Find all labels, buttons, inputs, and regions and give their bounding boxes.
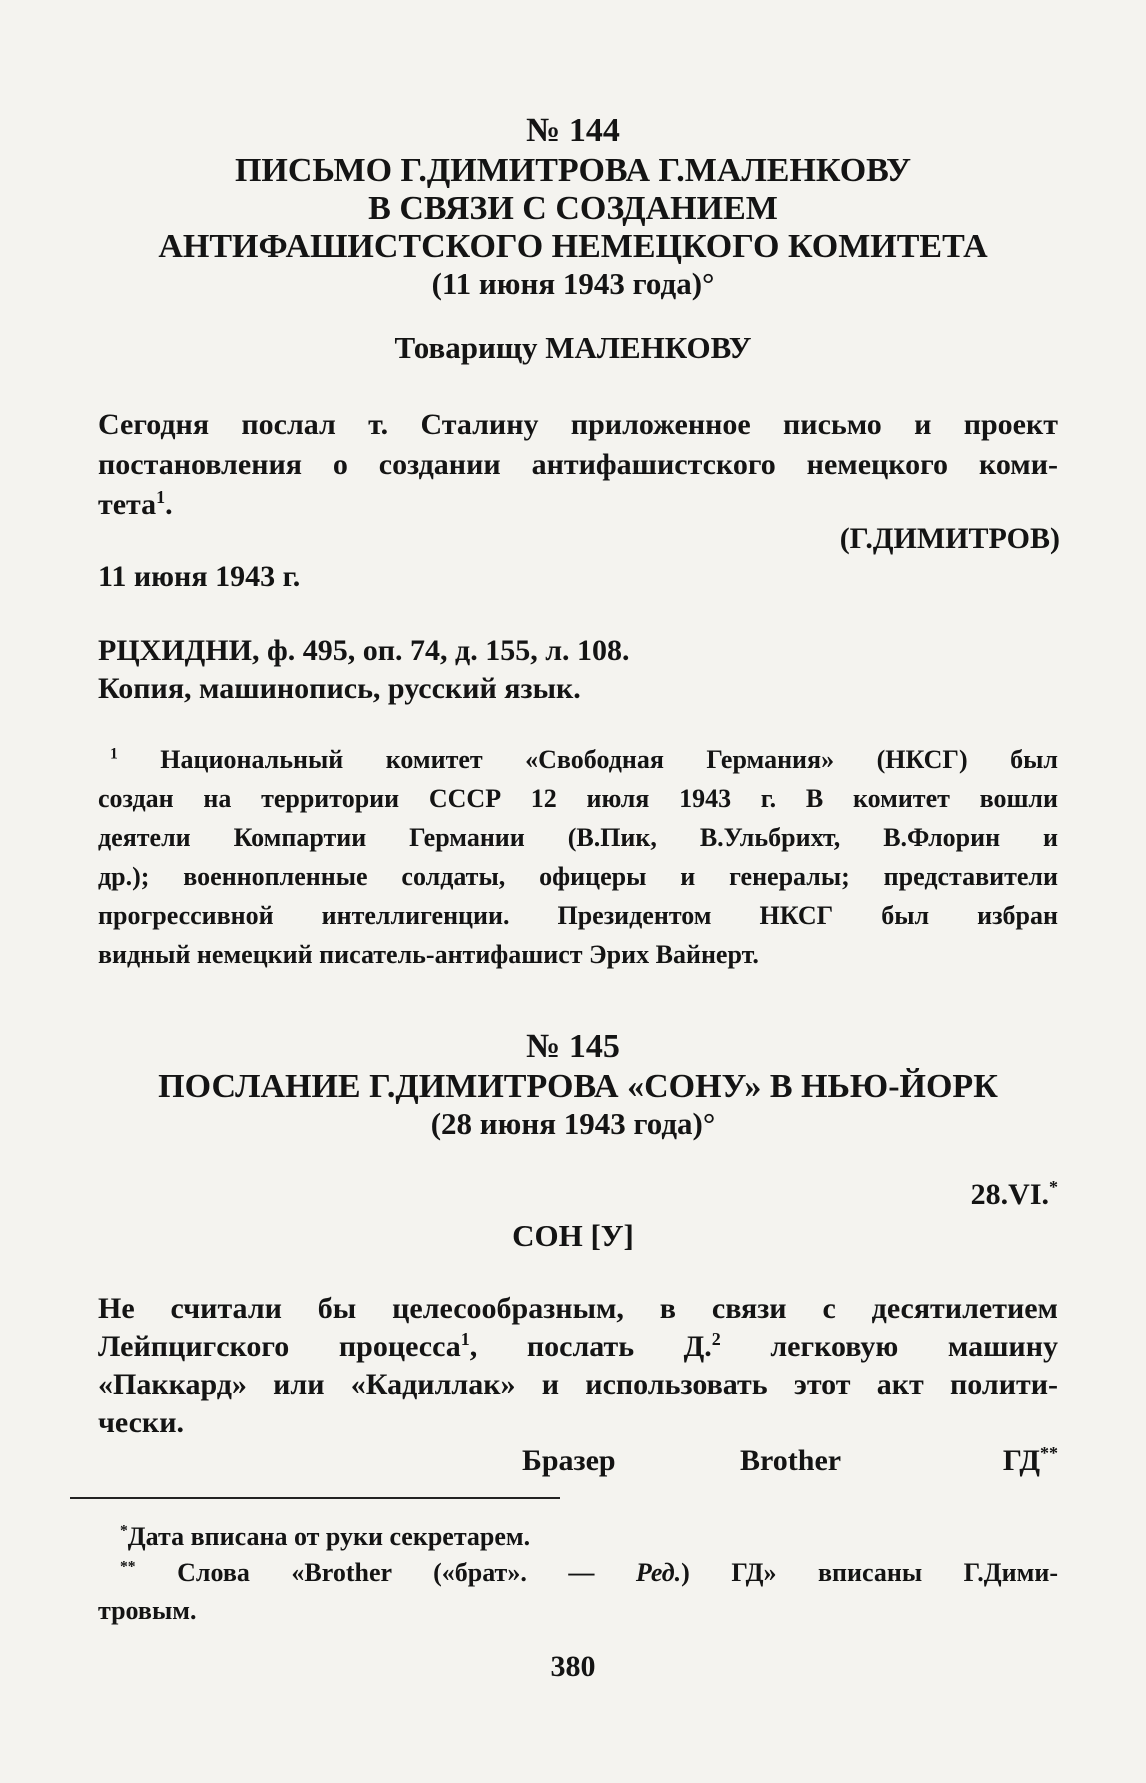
doc144-number: № 144	[526, 112, 620, 149]
doc144-body-line-1: Сегодня послал т. Сталину приложенное письмо и проект	[98, 408, 1058, 441]
footnote-divider	[70, 1497, 560, 1499]
doc144-title-line-3: АНТИФАШИСТСКОГО НЕМЕЦКОГО КОМИТЕТА	[158, 228, 988, 265]
doc144-addressee: Товарищу МАЛЕНКОВУ	[394, 330, 752, 365]
doc144-copy-note: Копия, машинопись, русский язык.	[98, 672, 581, 705]
doc145-sign-english: Brother	[740, 1444, 842, 1477]
doc144-date: 11 июня 1943 г.	[98, 560, 301, 593]
doc145-date-mark: 28.VI.*	[970, 1177, 1058, 1211]
doc144-footnote-line-4: др.); военнопленные солдаты, офицеры и генералы; представители	[98, 862, 1058, 891]
doc144-title-date: (11 июня 1943 года)°	[431, 266, 715, 301]
doc144-body-line-3: тета$^1$.	[98, 487, 173, 521]
doc144-title-line-1: ПИСЬМО Г.ДИМИТРОВА Г.МАЛЕНКОВУ	[234, 152, 912, 189]
doc144-footnote-line-3: деятели Компартии Германии (В.Пик, В.Ульбрихт, В.Флорин и	[98, 823, 1058, 852]
doc145-number: № 145	[526, 1028, 620, 1065]
doc144-footnote-line-1: $^1$ Национальный комитет «Свободная Германия» (НКСГ) был	[110, 745, 1058, 774]
doc144-footnote-line-6: видный немецкий писатель-антифашист Эрих Вайнерт.	[98, 940, 759, 969]
doc145-sign-initials: ГД**	[1002, 1443, 1058, 1477]
doc145-title-line-1: ПОСЛАНИЕ Г.ДИМИТРОВА «СОНУ» В НЬЮ-ЙОРК	[158, 1068, 998, 1105]
doc145-title-date: (28 июня 1943 года)°	[430, 1106, 716, 1141]
doc145-note-1: *Дата вписана от руки секретарем.	[120, 1522, 531, 1551]
footnote-ref: 1	[156, 487, 166, 507]
doc145-sign-russian: Бразер	[522, 1444, 616, 1477]
doc145-note-2: ** Слова «Brother («брат». — Ред.) ГД» вписаны Г.Дими-	[120, 1558, 1058, 1587]
doc144-archive-ref: РЦХИДНИ, ф. 495, оп. 74, д. 155, л. 108.	[98, 634, 630, 667]
doc144-footnote-line-2: создан на территории СССР 12 июля 1943 г. В комитет вошли	[98, 784, 1058, 813]
doc144-footnote-line-5: прогрессивной интеллигенции. Президентом НКСГ был избран	[98, 901, 1058, 930]
doc144-title-line-2: В СВЯЗИ С СОЗДАНИЕМ	[368, 190, 778, 227]
doc144-signature: (Г.ДИМИТРОВ)	[839, 522, 1060, 555]
doc145-note-2-continuation: тровым.	[98, 1596, 197, 1625]
doc145-body-line-2: Лейпцигского процесса$^1$, послать Д.$^2$ легковую машину	[98, 1329, 1059, 1363]
page-number: 380	[550, 1650, 596, 1683]
doc145-addressee: СОН [У]	[512, 1218, 634, 1253]
doc145-body-line-4: чески.	[98, 1406, 184, 1439]
doc145-body-line-3: «Паккард» или «Кадиллак» и использовать этот акт полити-	[98, 1368, 1058, 1401]
doc145-body-line-1: Не считали бы целесообразным, в связи с десятилетием	[98, 1292, 1058, 1325]
doc144-body-line-2: постановления о создании антифашистского немецкого коми-	[98, 448, 1058, 481]
